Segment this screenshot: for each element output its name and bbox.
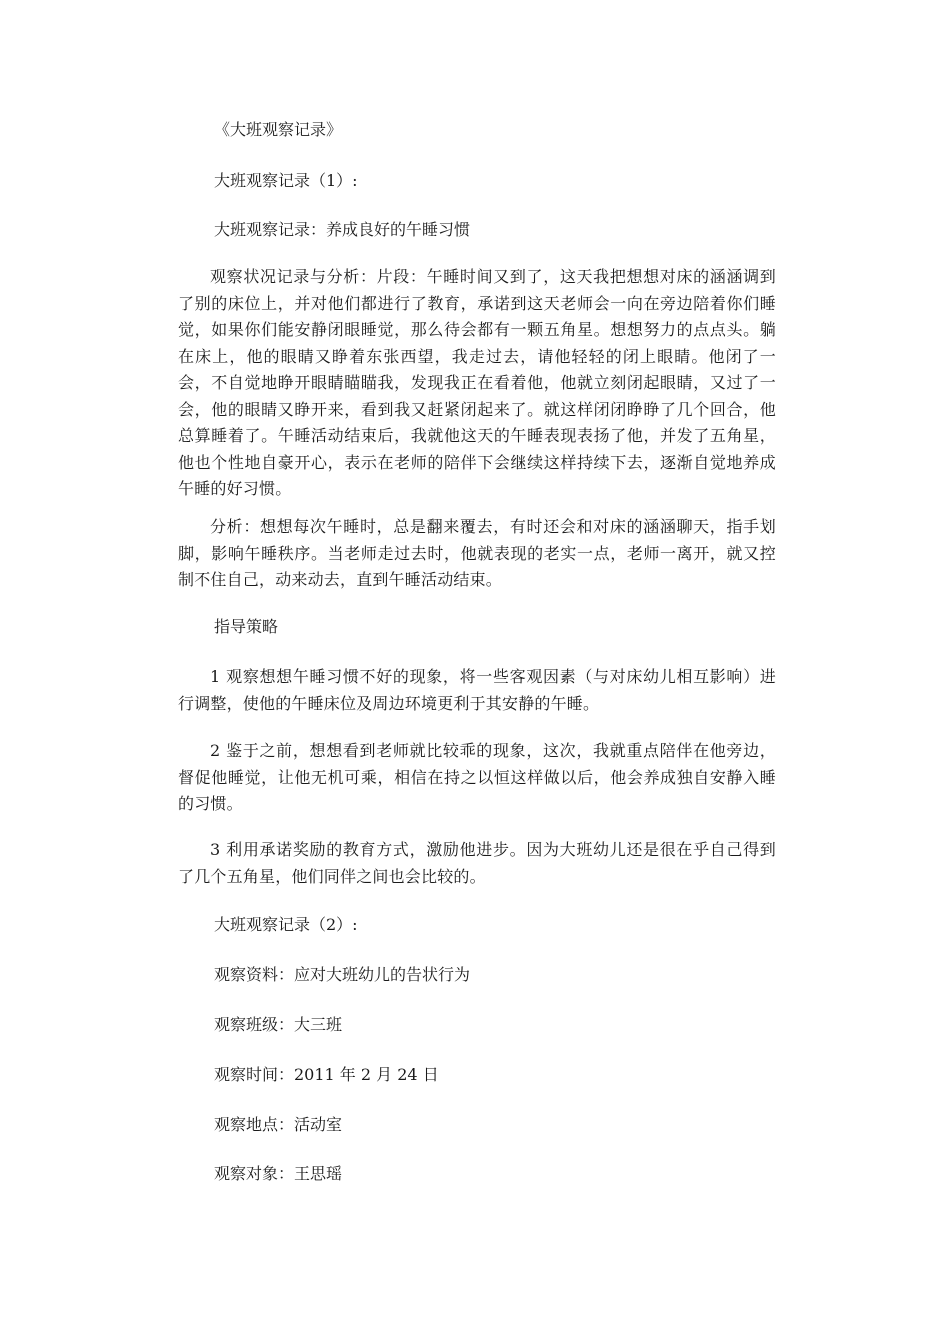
strategy-item-1: 1 观察想想午睡习惯不好的现象，将一些客观因素（与对床幼儿相互影响）进行调整，使他的午睡床位及周边环境更利于其安静的午睡。 [178,667,776,713]
record2-heading: 大班观察记录（2）: [214,915,358,934]
record1-analysis-paragraph: 分析：想想每次午睡时，总是翻来覆去，有时还会和对床的涵涵聊天，指手划脚，影响午睡秩序。当老师走过去时，他就表现的老实一点，老师一离开，就又控制不住自己，动来动去，直到午睡活动结束。 [178,517,776,589]
document-title: 《大班观察记录》 [214,120,343,139]
record1-observation-paragraph: 观察状况记录与分析：片段：午睡时间又到了，这天我把想想对床的涵涵调到了别的床位上，并对他们都进行了教育，承诺到这天老师会一向在旁边陪着你们睡觉，如果你们能安静闭眼睡觉，那么待会都有一颗五角星。想想努力的点点头。躺在床上，他的眼睛又睁着东张西望，我走过去，请他轻轻的闭上眼睛。他闭了一会，不自觉地睁开眼睛瞄瞄我，发现我正在看着他，他就立刻闭起眼睛，又过了一会，他的眼睛又睁开来，看到我又赶紧闭起来了。就这样闭闭睁睁了几个回合，他总算睡着了。午睡活动结束后，我就他这天的午睡表现表扬了他，并发了五角星，他也个性地自豪开心，表示在老师的陪伴下会继续这样持续下去，逐渐自觉地养成午睡的好习惯。 [178,267,776,498]
record2-material: 观察资料：应对大班幼儿的告状行为 [214,965,471,984]
record2-time: 观察时间：2011 年 2 月 24 日 [214,1065,439,1084]
record2-subject: 观察对象：王思瑶 [214,1164,343,1183]
strategy-title: 指导策略 [214,617,279,636]
record2-class: 观察班级：大三班 [214,1015,343,1034]
record1-heading: 大班观察记录（1）: [214,171,358,190]
strategy-item-3: 3 利用承诺奖励的教育方式，激励他进步。因为大班幼儿还是很在乎自己得到了几个五角星，他们同伴之间也会比较的。 [178,840,776,886]
record2-place: 观察地点：活动室 [214,1115,343,1134]
strategy-item-2: 2 鉴于之前，想想看到老师就比较乖的现象，这次，我就重点陪伴在他旁边，督促他睡觉，让他无机可乘，相信在持之以恒这样做以后，他会养成独自安静入睡的习惯。 [178,741,776,813]
record1-subtitle: 大班观察记录：养成良好的午睡习惯 [214,220,471,239]
